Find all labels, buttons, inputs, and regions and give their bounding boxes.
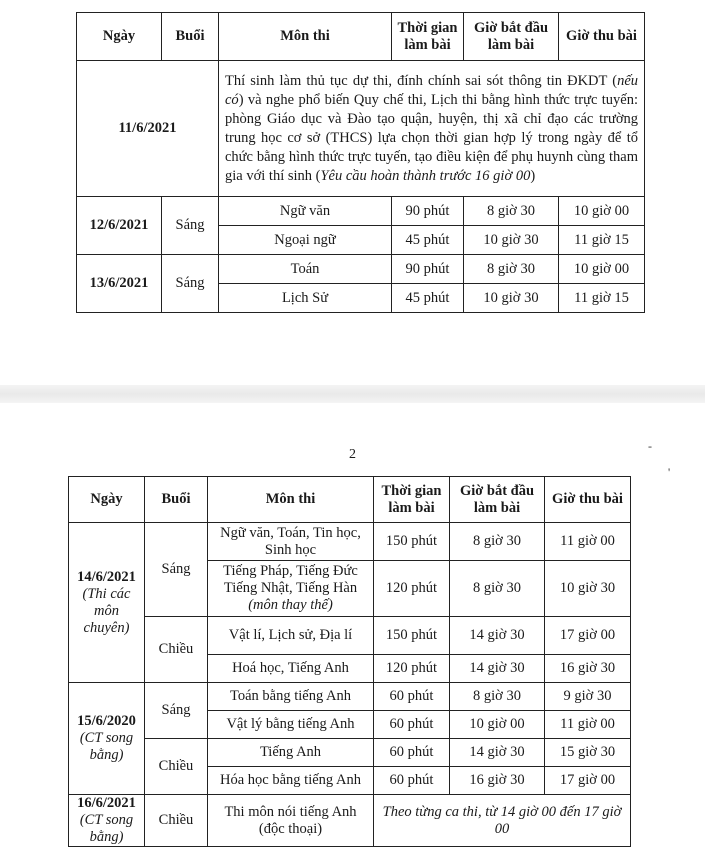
end-cell: 11 giờ 15 (559, 284, 645, 313)
table-row (69, 523, 631, 561)
subject-cell: Toán (219, 255, 392, 284)
end-cell: 11 giờ 15 (559, 226, 645, 255)
end-cell: 10 giờ 30 (545, 561, 631, 617)
duration-cell: 60 phút (374, 711, 450, 739)
subject-cell: Vật lí, Lịch sử, Địa lí (208, 617, 374, 655)
header-ngay: Ngày (69, 477, 145, 523)
start-cell: 8 giờ 30 (464, 197, 559, 226)
start-cell: 10 giờ 00 (450, 711, 545, 739)
header-gio-bat-dau: Giờ bắt đầu làm bài (450, 477, 545, 523)
header-thoi-gian: Thời gian làm bài (374, 477, 450, 523)
duration-cell: 150 phút (374, 617, 450, 655)
schedule-cell: Theo từng ca thi, từ 14 giờ 00 đến 17 giờ 00 (374, 795, 631, 847)
session-cell: Chiều (145, 739, 208, 795)
table-row (69, 617, 631, 655)
date-cell: 15/6/2020 (CT song bằng) (69, 683, 145, 795)
start-cell: 8 giờ 30 (450, 561, 545, 617)
subject-cell: Tiếng Pháp, Tiếng Đức Tiếng Nhật, Tiếng Hàn (môn thay thế) (208, 561, 374, 617)
start-cell: 8 giờ 30 (450, 683, 545, 711)
header-gio-bat-dau: Giờ bắt đầu làm bài (464, 13, 559, 61)
session-cell: Chiều (145, 795, 208, 847)
table-row (77, 61, 645, 197)
session-cell: Sáng (145, 683, 208, 739)
header-row (77, 13, 645, 61)
start-cell: 10 giờ 30 (464, 226, 559, 255)
table-row (69, 683, 631, 711)
session-cell: Sáng (145, 523, 208, 617)
header-mon-thi: Môn thi (208, 477, 374, 523)
end-cell: 17 giờ 00 (545, 767, 631, 795)
start-cell: 10 giờ 30 (464, 284, 559, 313)
subject-cell: Toán bằng tiếng Anh (208, 683, 374, 711)
header-mon-thi: Môn thi (219, 13, 392, 61)
end-cell: 16 giờ 30 (545, 655, 631, 683)
duration-cell: 90 phút (392, 197, 464, 226)
date-cell: 11/6/2021 (77, 61, 219, 197)
duration-cell: 60 phút (374, 683, 450, 711)
end-cell: 15 giờ 30 (545, 739, 631, 767)
procedure-note: Thí sinh làm thủ tục dự thi, đính chính sai sót thông tin ĐKDT (nếu có) và nghe phổ biến Quy chế thi, Lịch thi bằng hình thức trực tuyến: phòng Giáo dục và Đào tạo quận, huyện, thị xã chỉ đạo các trường trung học cơ sở (THCS) lựa chọn thời gian hợp lý trong ngày để tổ chức bằng hình thức trực tuyến, tạo điều kiện để phụ huynh cùng tham gia với thí sinh (Yêu cầu hoàn thành trước 16 giờ 00) (219, 61, 645, 197)
duration-cell: 45 phút (392, 284, 464, 313)
header-ngay: Ngày (77, 13, 162, 61)
date-cell: 12/6/2021 (77, 197, 162, 255)
header-buoi: Buổi (162, 13, 219, 61)
start-cell: 16 giờ 30 (450, 767, 545, 795)
subject-cell: Ngoại ngữ (219, 226, 392, 255)
exam-schedule-table-1 (76, 12, 645, 313)
date-cell: 14/6/2021 (Thi các môn chuyên) (69, 523, 145, 683)
end-cell: 10 giờ 00 (559, 255, 645, 284)
subject-cell: Hóa học bằng tiếng Anh (208, 767, 374, 795)
start-cell: 8 giờ 30 (450, 523, 545, 561)
subject-cell: Thi môn nói tiếng Anh (độc thoại) (208, 795, 374, 847)
header-gio-thu-bai: Giờ thu bài (545, 477, 631, 523)
page-separator (0, 385, 705, 403)
header-row (69, 477, 631, 523)
end-cell: 9 giờ 30 (545, 683, 631, 711)
start-cell: 8 giờ 30 (464, 255, 559, 284)
start-cell: 14 giờ 30 (450, 617, 545, 655)
table-row (69, 739, 631, 767)
end-cell: 11 giờ 00 (545, 711, 631, 739)
exam-schedule-table-2 (68, 476, 631, 847)
scan-speck: - (648, 439, 652, 453)
page-number: 2 (349, 447, 356, 462)
duration-cell: 150 phút (374, 523, 450, 561)
end-cell: 17 giờ 00 (545, 617, 631, 655)
start-cell: 14 giờ 30 (450, 655, 545, 683)
scan-speck: ' (668, 465, 671, 479)
header-thoi-gian: Thời gian làm bài (392, 13, 464, 61)
duration-cell: 120 phút (374, 655, 450, 683)
date-cell: 13/6/2021 (77, 255, 162, 313)
subject-cell: Hoá học, Tiếng Anh (208, 655, 374, 683)
date-cell: 16/6/2021 (CT song bằng) (69, 795, 145, 847)
subject-cell: Lịch Sử (219, 284, 392, 313)
table-row (77, 197, 645, 226)
subject-cell: Vật lý bằng tiếng Anh (208, 711, 374, 739)
header-buoi: Buổi (145, 477, 208, 523)
duration-cell: 45 phút (392, 226, 464, 255)
page-2 (0, 403, 705, 850)
subject-cell: Ngữ văn, Toán, Tin học, Sinh học (208, 523, 374, 561)
session-cell: Sáng (162, 255, 219, 313)
duration-cell: 60 phút (374, 739, 450, 767)
header-gio-thu-bai: Giờ thu bài (559, 13, 645, 61)
table-row (69, 795, 631, 847)
end-cell: 11 giờ 00 (545, 523, 631, 561)
start-cell: 14 giờ 30 (450, 739, 545, 767)
subject-cell: Ngữ văn (219, 197, 392, 226)
session-cell: Sáng (162, 197, 219, 255)
subject-cell: Tiếng Anh (208, 739, 374, 767)
duration-cell: 90 phút (392, 255, 464, 284)
table-row (77, 255, 645, 284)
page-1 (0, 0, 705, 385)
duration-cell: 60 phút (374, 767, 450, 795)
session-cell: Chiều (145, 617, 208, 683)
end-cell: 10 giờ 00 (559, 197, 645, 226)
duration-cell: 120 phút (374, 561, 450, 617)
